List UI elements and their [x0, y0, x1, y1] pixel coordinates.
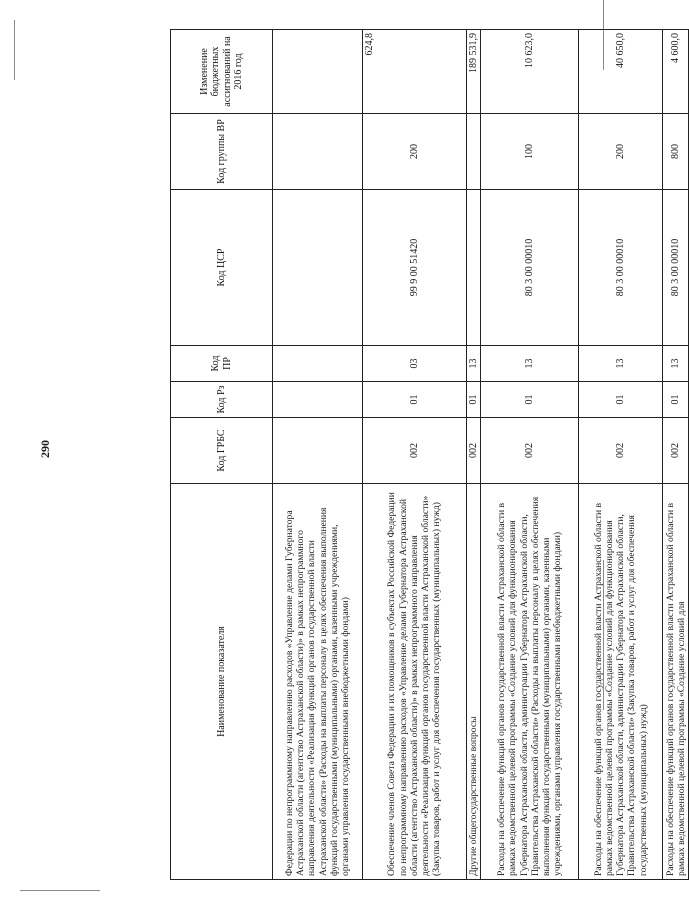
row-pr: 13 — [579, 346, 663, 382]
row-sum: 189 531,9 — [467, 30, 481, 114]
row-pr: 13 — [467, 346, 481, 382]
row-csr — [467, 190, 481, 346]
row-name: Расходы на обеспечение функций органов государственной власти Астраханской области в рамках ведомственной целевой программы «Создание условий для — [663, 484, 689, 880]
row-grbs: 002 — [467, 418, 481, 484]
row-name: Федерации по непрограммному направлению расходов «Управление делами Губернатора Астраханской области (агентство Астраханской области)» в рамках непрограммного направления деятельности «Реализация функций органов государственной власти Астраханской области» (Расходы на выплаты персоналу в целях обеспечения выполнения функций государственными (муниципальными) органами, казенными учреждениями, органами управления государственными внебюджетными фондами) — [273, 484, 363, 880]
row-sum: 40 650,0 — [579, 30, 663, 114]
header-pr: Код ПР — [171, 346, 273, 382]
row-vr — [467, 114, 481, 190]
row-pr: 13 — [481, 346, 579, 382]
row-csr — [273, 190, 363, 346]
header-name: Наименование показателя — [171, 484, 273, 880]
row-sum: 4 600,0 — [663, 30, 689, 114]
rotated-table-container — [170, 30, 687, 880]
row-csr: 99 9 00 51420 — [363, 190, 467, 346]
scan-mark-left — [14, 20, 15, 80]
table-row — [579, 30, 663, 880]
row-rz: 01 — [579, 382, 663, 418]
row-name: Расходы на обеспечение функций органов государственной власти Астраханской области в рамках ведомственной целевой программы «Создание условий для функционирования Губернатора Астраханской области, администрации Губернатора Астраханской области, Правительства Астраханской области» (Расходы на выплаты персоналу в целях обеспечения выполнения функций государственными (муниципальными) органами, казенными учреждениями, органами управления государственными внебюджетными фондами) — [481, 484, 579, 880]
row-vr: 200 — [363, 114, 467, 190]
row-grbs: 002 — [663, 418, 689, 484]
row-name: Другие общегосударственные вопросы — [467, 484, 481, 880]
header-sum: Изменение бюджетных ассигнований на 2016 год — [171, 30, 273, 114]
row-rz: 01 — [663, 382, 689, 418]
row-sum — [273, 30, 363, 114]
row-pr — [273, 346, 363, 382]
table-row — [467, 30, 481, 880]
header-row — [171, 30, 273, 880]
row-name: Обеспечение членов Совета Федерации и их помощников в субъектах Российской Федерации по непрограммному направлению расходов «Управление делами Губернатора Астраханской области (агентство Астраханской области)» в рамках непрограммного направления деятельности «Реализация функций органов государственной власти Астраханской области» (Закупка товаров, работ и услуг для обеспечения государственных (муниципальных) нужд) — [363, 484, 467, 880]
header-rz: Код Рз — [171, 382, 273, 418]
row-rz: 01 — [363, 382, 467, 418]
row-sum: 624,8 — [363, 30, 467, 114]
header-vr: Код группы ВР — [171, 114, 273, 190]
page-number: 290 — [38, 440, 52, 458]
row-csr: 80 3 00 00010 — [481, 190, 579, 346]
row-csr: 80 3 00 00010 — [579, 190, 663, 346]
row-pr: 13 — [663, 346, 689, 382]
row-rz — [273, 382, 363, 418]
scan-mark-bottom — [20, 890, 100, 891]
row-name: Расходы на обеспечение функций органов государственной власти Астраханской области в рамках ведомственной целевой программы «Создание условий для функционирования Губернатора Астраханской области, администрации Губернатора Астраханской области, Правительства Астраханской области» (Закупка товаров, работ и услуг для обеспечения государственных (муниципальных) нужд) — [579, 484, 663, 880]
row-vr: 100 — [481, 114, 579, 190]
row-csr: 80 3 00 00010 — [663, 190, 689, 346]
table-row — [663, 30, 689, 880]
row-grbs: 002 — [481, 418, 579, 484]
row-vr — [273, 114, 363, 190]
budget-table — [170, 29, 689, 880]
row-vr: 200 — [579, 114, 663, 190]
table-row — [481, 30, 579, 880]
row-pr: 03 — [363, 346, 467, 382]
header-grbs: Код ГРБС — [171, 418, 273, 484]
row-rz: 01 — [467, 382, 481, 418]
header-csr: Код ЦСР — [171, 190, 273, 346]
row-sum: 10 623,0 — [481, 30, 579, 114]
row-rz: 01 — [481, 382, 579, 418]
row-vr: 800 — [663, 114, 689, 190]
row-grbs: 002 — [363, 418, 467, 484]
row-grbs — [273, 418, 363, 484]
table-row — [273, 30, 363, 880]
row-grbs: 002 — [579, 418, 663, 484]
table-row — [363, 30, 467, 880]
